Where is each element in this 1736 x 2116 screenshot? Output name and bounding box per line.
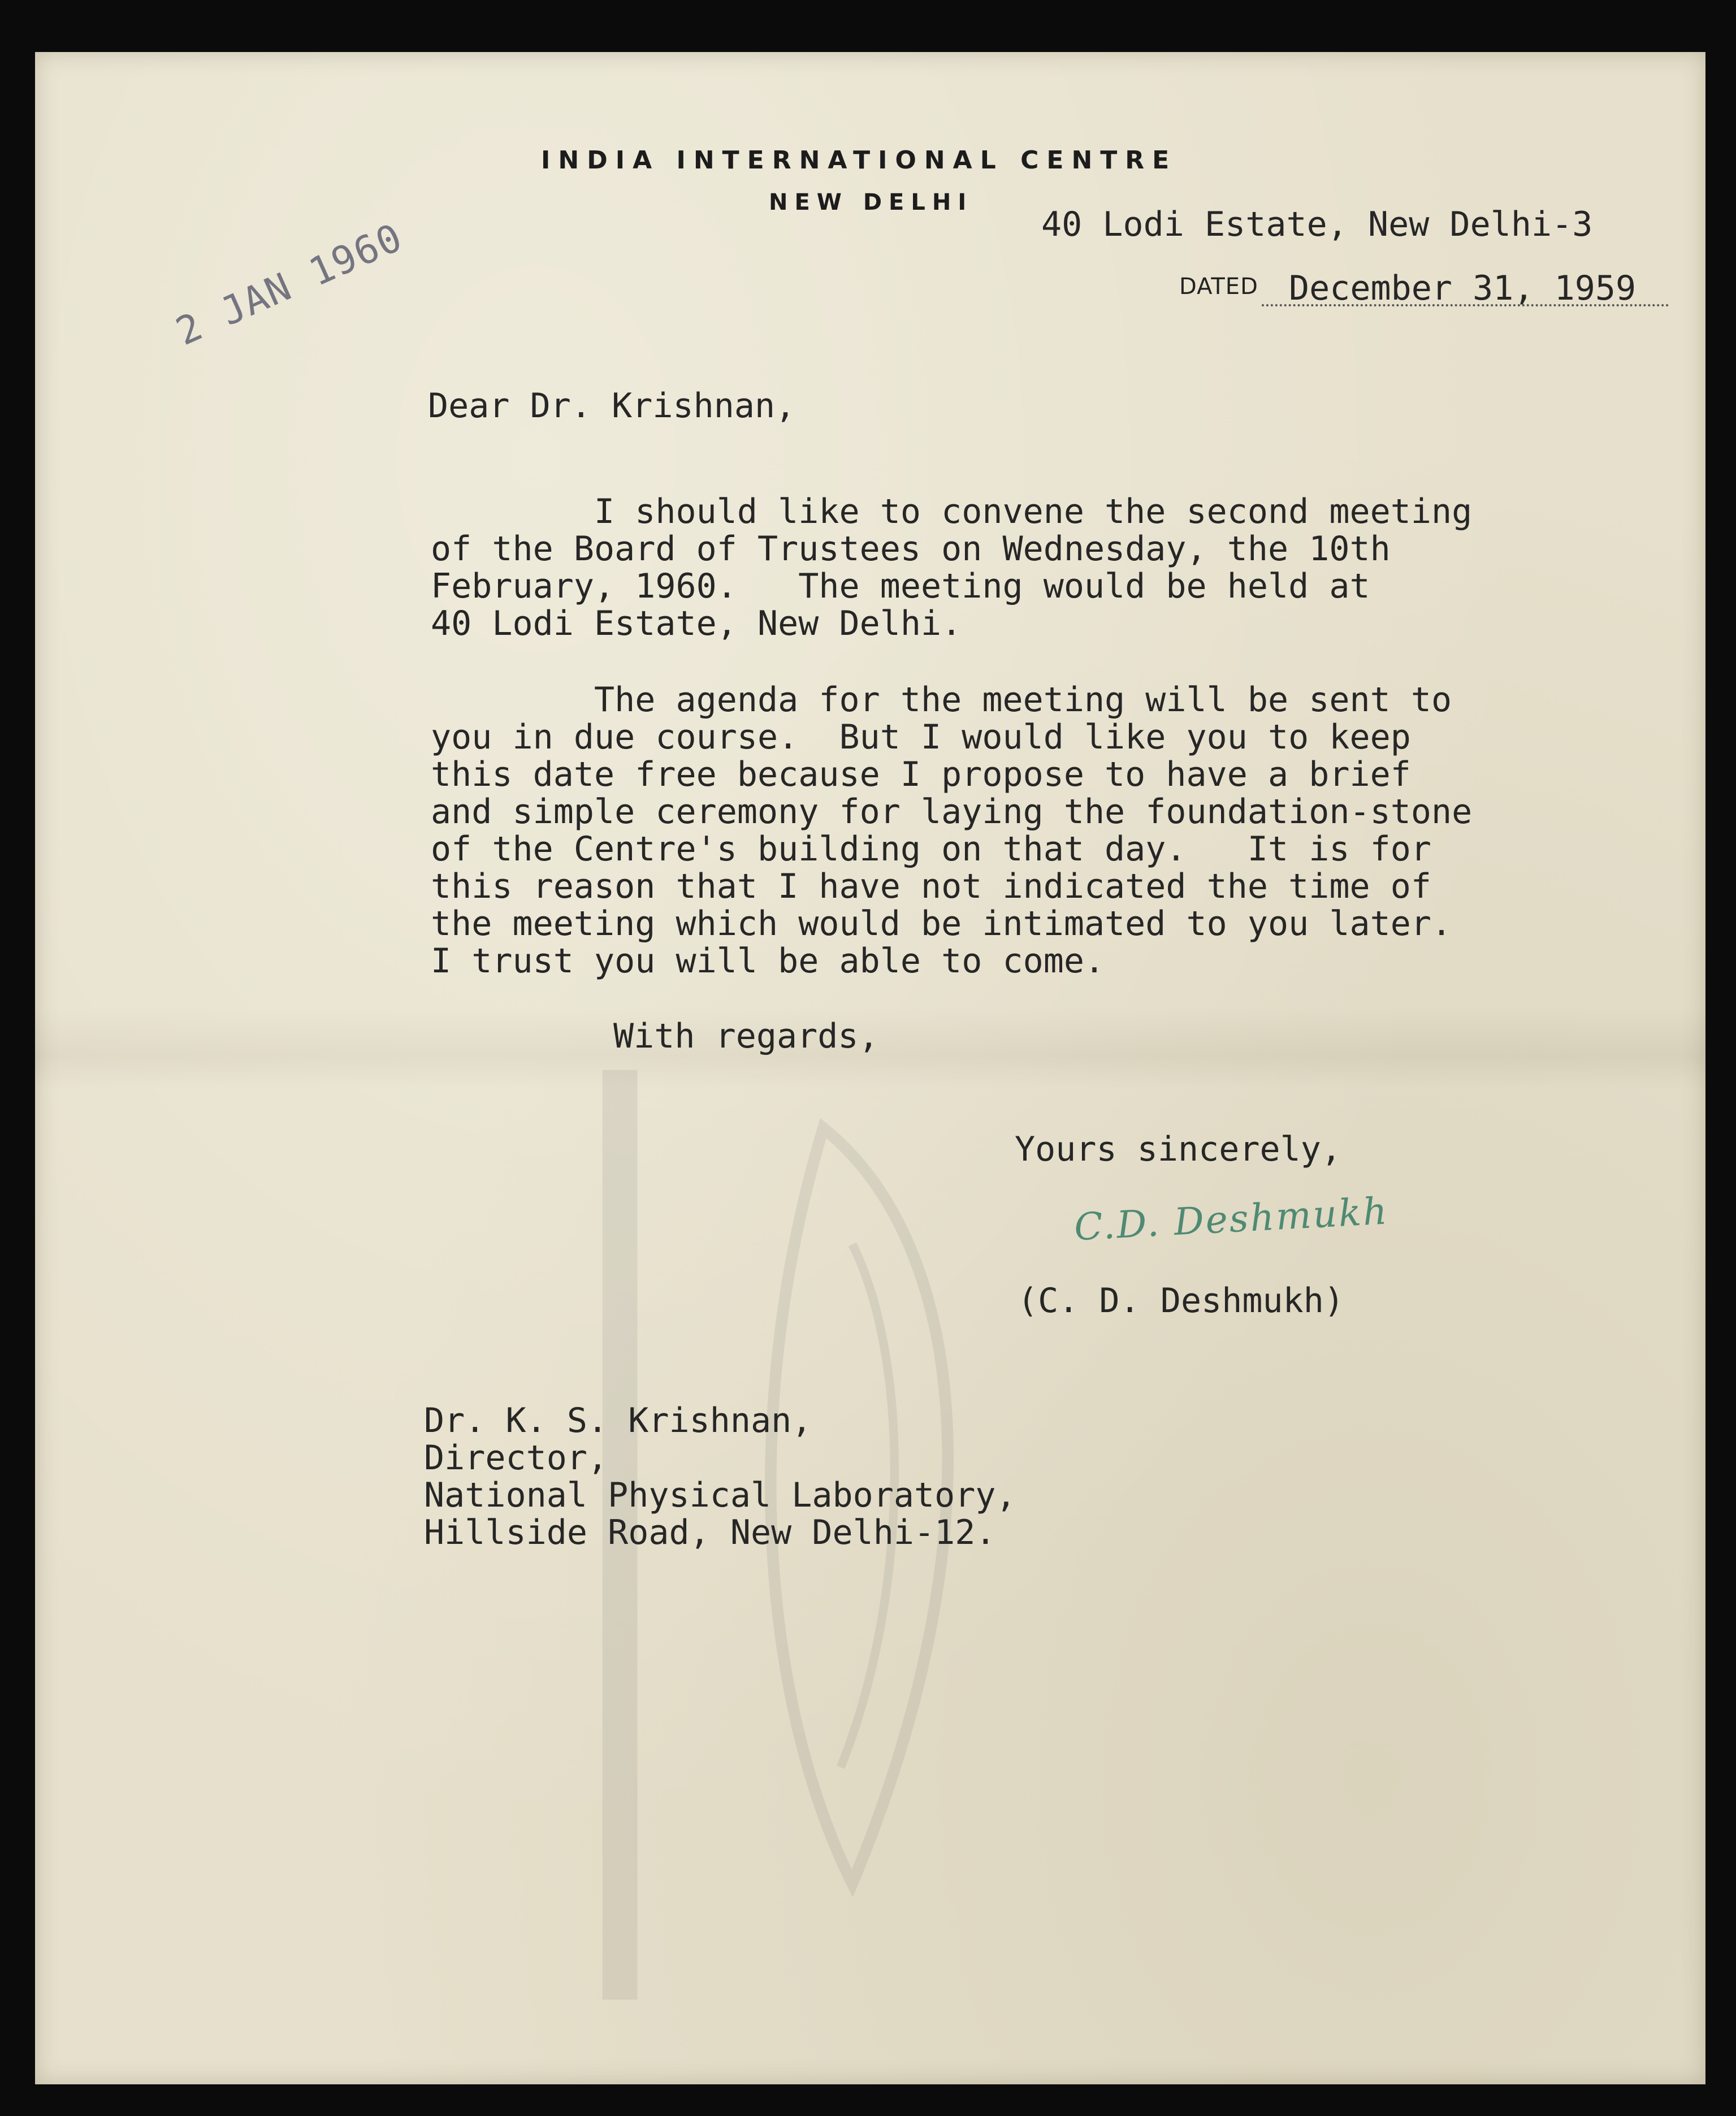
received-date-stamp: 2 JAN 1960: [170, 215, 410, 355]
letter-date: December 31, 1959: [1289, 269, 1637, 308]
sender-address: 40 Lodi Estate, New Delhi-3: [1041, 205, 1593, 244]
dated-label: DATED: [1179, 274, 1258, 300]
body-paragraph-2: The agenda for the meeting will be sent to you in due course. But I would like you to keep this date free because I propose to have a brief and simple ceremony for laying the foundation-stone of the Centre's building on that day. It is for this reason that I have not indicated the time of the meeting which would be intimated to you later. I trust you will be able to come.: [431, 680, 1473, 981]
letterhead-organization: INDIA INTERNATIONAL CENTRE: [541, 146, 1177, 175]
typed-signatory-name: (C. D. Deshmukh): [1018, 1281, 1344, 1321]
letterhead-city: NEW DELHI: [769, 189, 973, 215]
body-paragraph-1: I should like to convene the second meeting of the Board of Trustees on Wednesday, the 10th February, 1960. The meeting would be held at 40 Lodi Estate, New Delhi.: [431, 492, 1473, 643]
recipient-address-block: Dr. K. S. Krishnan, Director, National Physical Laboratory, Hillside Road, New Delhi-12.: [424, 1401, 1016, 1552]
closing-line: Yours sincerely,: [1015, 1130, 1341, 1169]
regards-line: With regards,: [613, 1016, 879, 1056]
salutation: Dear Dr. Krishnan,: [428, 386, 796, 426]
handwritten-signature: C.D. Deshmukh: [1073, 1189, 1390, 1249]
